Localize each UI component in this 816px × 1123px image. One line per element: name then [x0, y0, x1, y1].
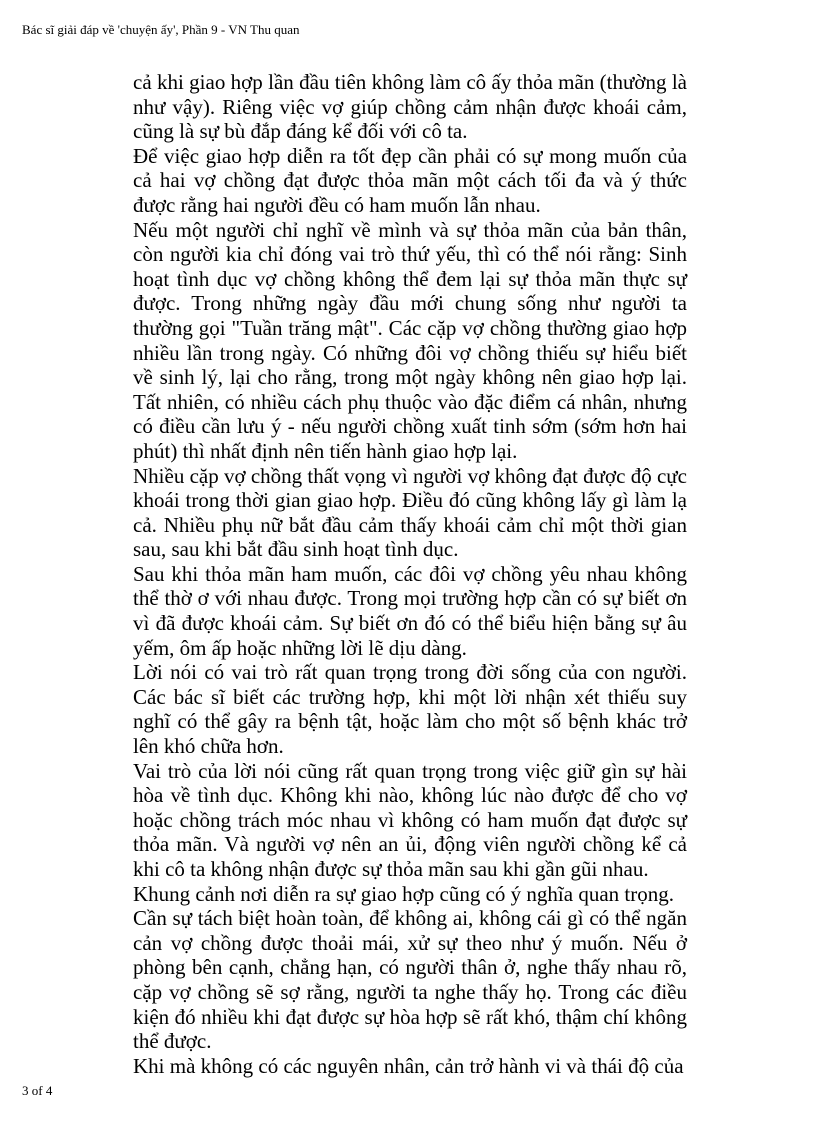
article-paragraph: Nếu một người chỉ nghĩ về mình và sự thỏa mãn của bản thân, còn người kia chỉ đóng vai trò thứ yếu, thì có thể nói rằng: Sinh hoạt tình dục vợ chồng không thể đem lại sự thỏa mãn thực sự được. Trong những ngày đầu mới chung sống như người ta thường gọi "Tuần trăng mật". Các cặp vợ chồng thường giao hợp nhiều lần trong ngày. Có những đôi vợ chồng thiếu sự hiểu biết về sinh lý, lại cho rằng, trong một ngày không nên giao hợp lại. Tất nhiên, có nhiều cách phụ thuộc vào đặc điểm cá nhân, nhưng có điều cần lưu ý - nếu người chồng xuất tinh sớm (sớm hơn hai phút) thì nhất định nên tiến hành giao hợp lại. [133, 217, 687, 463]
page-header-title: Bác sĩ giải đáp về 'chuyện ấy', Phần 9 - VN Thu quan [22, 22, 300, 37]
article-paragraph: Cần sự tách biệt hoàn toàn, để không ai, không cái gì có thể ngăn cản vợ chồng được thoải mái, xử sự theo như ý muốn. Nếu ở phòng bên cạnh, chẳng hạn, có người thân ở, nghe thấy nhau rõ, cặp vợ chồng sẽ sợ rằng, người ta nghe thấy họ. Trong các điều kiện đó nhiều khi đạt được sự hòa hợp sẽ rất khó, thậm chí không thể được. [133, 906, 687, 1054]
article-paragraph: Khi mà không có các nguyên nhân, cản trở hành vi và thái độ của [133, 1053, 684, 1078]
article-body [133, 70, 687, 1078]
article-paragraph: cả khi giao hợp lần đầu tiên không làm cô ấy thỏa mãn (thường là như vậy). Riêng việc vợ giúp chồng cảm nhận được khoái cảm, cũng là sự bù đắp đáng kể đối với cô ta. [133, 70, 687, 144]
article-paragraph: Nhiều cặp vợ chồng thất vọng vì người vợ không đạt được độ cực khoái trong thời gian giao hợp. Điều đó cũng không lấy gì làm lạ cả. Nhiều phụ nữ bắt đầu cảm thấy khoái cảm chỉ một thời gian sau, sau khi bắt đầu sinh hoạt tình dục. [133, 463, 687, 562]
page-number: 3 of 4 [22, 1083, 53, 1098]
article-paragraph: Vai trò của lời nói cũng rất quan trọng trong việc giữ gìn sự hài hòa về tình dục. Không khi nào, không lúc nào được để cho vợ hoặc chồng trách móc nhau vì không có ham muốn đạt được sự thỏa mãn. Và người vợ nên an ủi, động viên người chồng kể cả khi cô ta không nhận được sự thỏa mãn sau khi gần gũi nhau. [133, 758, 687, 881]
article-paragraph: Khung cảnh nơi diễn ra sự giao hợp cũng có ý nghĩa quan trọng. [133, 881, 674, 906]
article-paragraph: Sau khi thỏa mãn ham muốn, các đôi vợ chồng yêu nhau không thể thờ ơ với nhau được. Trong mọi trường hợp cần có sự biết ơn vì đã được khoái cảm. Sự biết ơn đó có thể biểu hiện bằng sự âu yếm, ôm ấp hoặc những lời lẽ dịu dàng. [133, 561, 687, 660]
article-paragraph: Để việc giao hợp diễn ra tốt đẹp cần phải có sự mong muốn của cả hai vợ chồng đạt được thỏa mãn một cách tối đa và ý thức được rằng hai người đều có ham muốn lẫn nhau. [133, 143, 687, 217]
article-paragraph: Lời nói có vai trò rất quan trọng trong đời sống của con người. Các bác sĩ biết các trường hợp, khi một lời nhận xét thiếu suy nghĩ có thể gây ra bệnh tật, hoặc làm cho một số bệnh khác trở lên khó chữa hơn. [133, 660, 687, 759]
